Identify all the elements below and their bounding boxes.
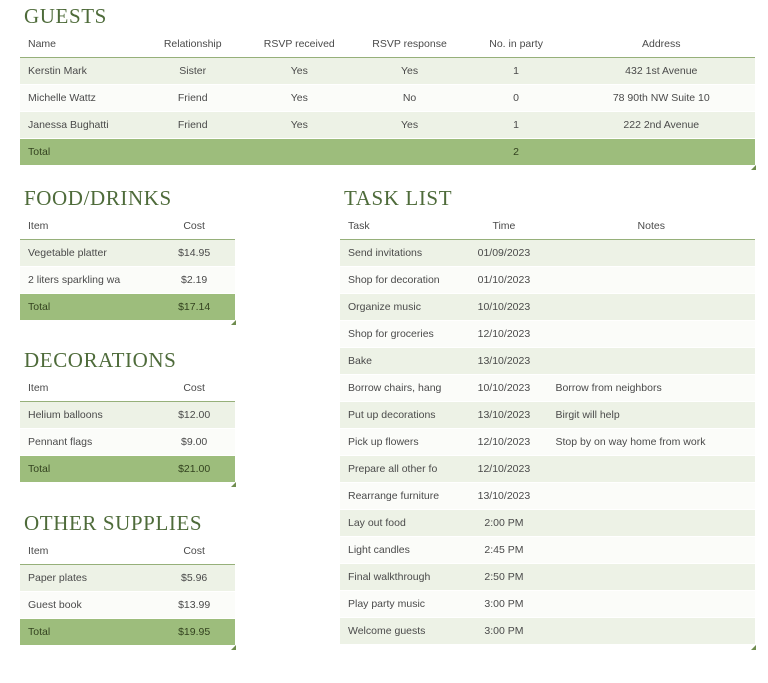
table-row[interactable] xyxy=(340,240,755,267)
task-list-title: TASK LIST xyxy=(344,186,453,210)
cell-item: Pennant flags xyxy=(20,429,153,456)
cell-notes xyxy=(547,456,755,483)
table-row[interactable] xyxy=(20,240,235,267)
col-header-rsvp-response: RSVP response xyxy=(354,32,464,58)
cell-task: Borrow chairs, hang xyxy=(340,375,460,402)
table-row[interactable] xyxy=(340,402,755,429)
table-row[interactable] xyxy=(340,537,755,564)
col-header-notes: Notes xyxy=(547,214,755,240)
guests-table-wrap xyxy=(20,32,755,165)
cell-notes xyxy=(547,591,755,618)
col-header-item: Item xyxy=(20,539,153,565)
table-total-row xyxy=(20,619,235,646)
col-header-name: Name xyxy=(20,32,141,58)
resize-handle-icon[interactable] xyxy=(231,482,236,487)
total-blank-4 xyxy=(568,139,755,166)
table-row[interactable] xyxy=(340,456,755,483)
other-supplies-table xyxy=(20,539,235,645)
cell-time: 01/09/2023 xyxy=(460,240,547,267)
table-row[interactable] xyxy=(340,267,755,294)
table-row[interactable] xyxy=(340,483,755,510)
cell-task: Rearrange furniture xyxy=(340,483,460,510)
cell-notes: Stop by on way home from work xyxy=(547,429,755,456)
cell-time: 13/10/2023 xyxy=(460,483,547,510)
cell-no-in-party: 1 xyxy=(465,58,568,85)
table-row[interactable] xyxy=(20,58,755,85)
col-header-item: Item xyxy=(20,214,153,240)
table-row[interactable] xyxy=(20,267,235,294)
cell-notes xyxy=(547,294,755,321)
other-supplies-table-wrap xyxy=(20,539,235,645)
cell-relationship: Friend xyxy=(141,85,244,112)
cell-notes xyxy=(547,267,755,294)
cell-rsvp-received: Yes xyxy=(244,112,354,139)
cell-notes xyxy=(547,618,755,645)
table-row[interactable] xyxy=(340,510,755,537)
cell-time: 3:00 PM xyxy=(460,618,547,645)
cell-rsvp-response: Yes xyxy=(354,58,464,85)
task-list-section xyxy=(340,186,755,645)
table-row[interactable] xyxy=(340,375,755,402)
cell-relationship: Sister xyxy=(141,58,244,85)
task-table-wrap xyxy=(340,214,755,645)
cell-task: Bake xyxy=(340,348,460,375)
cell-cost: $13.99 xyxy=(153,592,235,619)
cell-cost: $5.96 xyxy=(153,565,235,592)
col-header-cost: Cost xyxy=(153,539,235,565)
table-row[interactable] xyxy=(340,294,755,321)
cell-notes: Borrow from neighbors xyxy=(547,375,755,402)
food-table xyxy=(20,214,235,320)
cell-notes xyxy=(547,348,755,375)
cell-no-in-party: 0 xyxy=(465,85,568,112)
total-blank-1 xyxy=(141,139,244,166)
cell-time: 3:00 PM xyxy=(460,591,547,618)
cell-time: 01/10/2023 xyxy=(460,267,547,294)
cell-item: Guest book xyxy=(20,592,153,619)
table-row[interactable] xyxy=(20,85,755,112)
cell-task: Put up decorations xyxy=(340,402,460,429)
total-blank-3 xyxy=(354,139,464,166)
guests-section xyxy=(20,4,755,165)
col-header-address: Address xyxy=(568,32,755,58)
table-row[interactable] xyxy=(20,592,235,619)
table-row[interactable] xyxy=(340,321,755,348)
cell-address: 432 1st Avenue xyxy=(568,58,755,85)
cell-item: Vegetable platter xyxy=(20,240,153,267)
guests-table xyxy=(20,32,755,165)
total-no-in-party: 2 xyxy=(465,139,568,166)
cell-task: Play party music xyxy=(340,591,460,618)
cell-task: Shop for decoration xyxy=(340,267,460,294)
task-table xyxy=(340,214,755,645)
cell-notes xyxy=(547,483,755,510)
cell-rsvp-received: Yes xyxy=(244,85,354,112)
cell-notes xyxy=(547,240,755,267)
cell-notes xyxy=(547,510,755,537)
cell-notes xyxy=(547,564,755,591)
cell-task: Welcome guests xyxy=(340,618,460,645)
decorations-section xyxy=(20,348,235,482)
table-total-row xyxy=(20,456,235,483)
table-row[interactable] xyxy=(340,564,755,591)
cell-name: Kerstin Mark xyxy=(20,58,141,85)
table-header-row xyxy=(20,376,235,402)
cell-cost: $9.00 xyxy=(153,429,235,456)
table-row[interactable] xyxy=(20,429,235,456)
table-header-row xyxy=(20,539,235,565)
cell-task: Light candles xyxy=(340,537,460,564)
cell-relationship: Friend xyxy=(141,112,244,139)
total-label: Total xyxy=(20,456,153,483)
cell-cost: $12.00 xyxy=(153,402,235,429)
cell-time: 12/10/2023 xyxy=(460,321,547,348)
table-row[interactable] xyxy=(20,112,755,139)
cell-item: Paper plates xyxy=(20,565,153,592)
table-header-row xyxy=(20,214,235,240)
cell-task: Pick up flowers xyxy=(340,429,460,456)
cell-time: 12/10/2023 xyxy=(460,429,547,456)
cell-notes xyxy=(547,537,755,564)
table-header-row xyxy=(20,32,755,58)
total-cost: $19.95 xyxy=(153,619,235,646)
cell-time: 12/10/2023 xyxy=(460,456,547,483)
food-table-wrap xyxy=(20,214,235,320)
table-row[interactable] xyxy=(340,429,755,456)
food-drinks-title: FOOD/DRINKS xyxy=(24,186,172,210)
col-header-rsvp-received: RSVP received xyxy=(244,32,354,58)
cell-time: 2:00 PM xyxy=(460,510,547,537)
cell-address: 78 90th NW Suite 10 xyxy=(568,85,755,112)
cell-item: Helium balloons xyxy=(20,402,153,429)
table-row[interactable] xyxy=(340,348,755,375)
resize-handle-icon[interactable] xyxy=(231,645,236,650)
cell-time: 2:45 PM xyxy=(460,537,547,564)
col-header-item: Item xyxy=(20,376,153,402)
cell-no-in-party: 1 xyxy=(465,112,568,139)
total-cost: $21.00 xyxy=(153,456,235,483)
cell-task: Shop for groceries xyxy=(340,321,460,348)
cell-time: 2:50 PM xyxy=(460,564,547,591)
table-total-row xyxy=(20,294,235,321)
cell-task: Send invitations xyxy=(340,240,460,267)
total-label: Total xyxy=(20,294,153,321)
cell-rsvp-response: Yes xyxy=(354,112,464,139)
decorations-table-wrap xyxy=(20,376,235,482)
guests-title: GUESTS xyxy=(24,4,107,28)
decorations-title: DECORATIONS xyxy=(24,348,177,372)
cell-time: 13/10/2023 xyxy=(460,348,547,375)
resize-handle-icon[interactable] xyxy=(751,165,756,170)
cell-task: Organize music xyxy=(340,294,460,321)
cell-task: Lay out food xyxy=(340,510,460,537)
cell-name: Janessa Bughatti xyxy=(20,112,141,139)
cell-cost: $2.19 xyxy=(153,267,235,294)
table-row[interactable] xyxy=(20,402,235,429)
table-header-row xyxy=(340,214,755,240)
cell-time: 13/10/2023 xyxy=(460,402,547,429)
total-label: Total xyxy=(20,139,141,166)
cell-rsvp-response: No xyxy=(354,85,464,112)
col-header-cost: Cost xyxy=(153,214,235,240)
cell-time: 10/10/2023 xyxy=(460,294,547,321)
cell-notes: Birgit will help xyxy=(547,402,755,429)
col-header-cost: Cost xyxy=(153,376,235,402)
cell-rsvp-received: Yes xyxy=(244,58,354,85)
other-supplies-title: OTHER SUPPLIES xyxy=(24,511,203,535)
table-row[interactable] xyxy=(20,565,235,592)
other-supplies-section xyxy=(20,511,235,645)
table-row[interactable] xyxy=(340,618,755,645)
cell-address: 222 2nd Avenue xyxy=(568,112,755,139)
total-label: Total xyxy=(20,619,153,646)
resize-handle-icon[interactable] xyxy=(231,320,236,325)
total-cost: $17.14 xyxy=(153,294,235,321)
table-row[interactable] xyxy=(340,591,755,618)
cell-item: 2 liters sparkling wa xyxy=(20,267,153,294)
table-total-row xyxy=(20,139,755,166)
cell-notes xyxy=(547,321,755,348)
decorations-table xyxy=(20,376,235,482)
cell-task: Final walkthrough xyxy=(340,564,460,591)
cell-cost: $14.95 xyxy=(153,240,235,267)
cell-time: 10/10/2023 xyxy=(460,375,547,402)
resize-handle-icon[interactable] xyxy=(751,645,756,650)
total-blank-2 xyxy=(244,139,354,166)
col-header-relationship: Relationship xyxy=(141,32,244,58)
cell-name: Michelle Wattz xyxy=(20,85,141,112)
col-header-task: Task xyxy=(340,214,460,240)
col-header-no-in-party: No. in party xyxy=(465,32,568,58)
cell-task: Prepare all other fo xyxy=(340,456,460,483)
col-header-time: Time xyxy=(460,214,547,240)
food-drinks-section xyxy=(20,186,235,320)
